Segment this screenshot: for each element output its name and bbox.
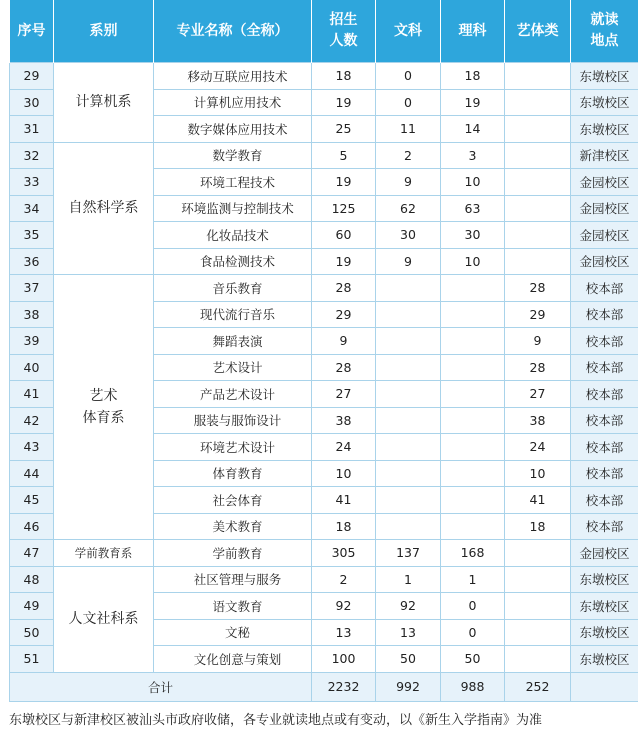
row-no: 45 bbox=[10, 487, 54, 514]
table-header-row bbox=[10, 0, 638, 63]
sports-count: 10 bbox=[505, 460, 571, 487]
science-count: 10 bbox=[441, 169, 505, 196]
row-no: 39 bbox=[10, 328, 54, 355]
plan-count: 60 bbox=[312, 222, 376, 249]
science-count: 1 bbox=[441, 566, 505, 593]
science-count: 10 bbox=[441, 248, 505, 275]
header-dept: 系别 bbox=[54, 0, 154, 63]
table-body bbox=[10, 63, 638, 673]
row-no: 50 bbox=[10, 619, 54, 646]
row-no: 47 bbox=[10, 540, 54, 567]
major-name: 服装与服饰设计 bbox=[154, 407, 312, 434]
sports-count: 28 bbox=[505, 275, 571, 302]
sports-count bbox=[505, 593, 571, 620]
campus: 校本部 bbox=[571, 513, 638, 540]
sports-count bbox=[505, 222, 571, 249]
plan-count: 24 bbox=[312, 434, 376, 461]
sports-count bbox=[505, 195, 571, 222]
row-no: 30 bbox=[10, 89, 54, 116]
arts-count: 9 bbox=[376, 169, 441, 196]
campus: 金园校区 bbox=[571, 195, 638, 222]
row-no: 46 bbox=[10, 513, 54, 540]
dept-cell bbox=[54, 275, 154, 540]
science-count: 63 bbox=[441, 195, 505, 222]
plan-count: 41 bbox=[312, 487, 376, 514]
row-no: 43 bbox=[10, 434, 54, 461]
sports-count: 28 bbox=[505, 354, 571, 381]
arts-count bbox=[376, 381, 441, 408]
sports-count: 41 bbox=[505, 487, 571, 514]
major-name: 环境监测与控制技术 bbox=[154, 195, 312, 222]
arts-count: 9 bbox=[376, 248, 441, 275]
header-campus-label: 就读地点 bbox=[590, 12, 619, 49]
row-no: 37 bbox=[10, 275, 54, 302]
science-count bbox=[441, 434, 505, 461]
major-name: 数字媒体应用技术 bbox=[154, 116, 312, 143]
table-row bbox=[10, 142, 638, 169]
table-row bbox=[10, 275, 638, 302]
table-row bbox=[10, 566, 638, 593]
row-no: 51 bbox=[10, 646, 54, 673]
arts-count bbox=[376, 328, 441, 355]
footnote: 东墩校区与新津校区被汕头市政府收储，各专业就读地点或有变动，以《新生入学指南》为准 bbox=[9, 713, 543, 728]
dept-cell bbox=[54, 142, 154, 275]
science-count bbox=[441, 381, 505, 408]
row-no: 32 bbox=[10, 142, 54, 169]
campus: 校本部 bbox=[571, 381, 638, 408]
arts-count: 2 bbox=[376, 142, 441, 169]
header-campus bbox=[571, 0, 638, 63]
plan-count: 18 bbox=[312, 513, 376, 540]
arts-count bbox=[376, 275, 441, 302]
campus: 东墩校区 bbox=[571, 63, 638, 90]
dept-name: 体育系 bbox=[82, 410, 125, 426]
header-arts: 文科 bbox=[376, 0, 441, 63]
plan-count: 9 bbox=[312, 328, 376, 355]
sports-count: 18 bbox=[505, 513, 571, 540]
major-name: 音乐教育 bbox=[154, 275, 312, 302]
major-name: 环境工程技术 bbox=[154, 169, 312, 196]
plan-count: 125 bbox=[312, 195, 376, 222]
sports-count bbox=[505, 540, 571, 567]
header-major: 专业名称（全称） bbox=[154, 0, 312, 63]
sports-count bbox=[505, 142, 571, 169]
row-no: 41 bbox=[10, 381, 54, 408]
header-plan-label: 招生人数 bbox=[329, 12, 358, 49]
plan-count: 100 bbox=[312, 646, 376, 673]
plan-count: 19 bbox=[312, 248, 376, 275]
total-row bbox=[10, 672, 638, 701]
row-no: 34 bbox=[10, 195, 54, 222]
major-name: 学前教育 bbox=[154, 540, 312, 567]
plan-count: 28 bbox=[312, 354, 376, 381]
arts-count: 50 bbox=[376, 646, 441, 673]
dept-cell bbox=[54, 540, 154, 567]
sports-count bbox=[505, 646, 571, 673]
sports-count bbox=[505, 248, 571, 275]
arts-count bbox=[376, 460, 441, 487]
header-sports: 艺体类 bbox=[505, 0, 571, 63]
science-count: 0 bbox=[441, 593, 505, 620]
row-no: 49 bbox=[10, 593, 54, 620]
science-count: 18 bbox=[441, 63, 505, 90]
campus: 校本部 bbox=[571, 407, 638, 434]
row-no: 31 bbox=[10, 116, 54, 143]
campus: 东墩校区 bbox=[571, 89, 638, 116]
total-arts: 992 bbox=[376, 672, 441, 701]
header-plan bbox=[312, 0, 376, 63]
row-no: 38 bbox=[10, 301, 54, 328]
sports-count: 27 bbox=[505, 381, 571, 408]
science-count bbox=[441, 275, 505, 302]
major-name: 体育教育 bbox=[154, 460, 312, 487]
table-row bbox=[10, 63, 638, 90]
campus: 东墩校区 bbox=[571, 619, 638, 646]
plan-count: 19 bbox=[312, 89, 376, 116]
total-campus bbox=[571, 672, 638, 701]
major-name: 化妆品技术 bbox=[154, 222, 312, 249]
major-name: 产品艺术设计 bbox=[154, 381, 312, 408]
arts-count: 30 bbox=[376, 222, 441, 249]
campus: 东墩校区 bbox=[571, 593, 638, 620]
plan-count: 2 bbox=[312, 566, 376, 593]
arts-count bbox=[376, 487, 441, 514]
science-count bbox=[441, 460, 505, 487]
total-label: 合计 bbox=[10, 672, 312, 701]
sports-count bbox=[505, 619, 571, 646]
dept-name: 计算机系 bbox=[75, 94, 132, 111]
arts-count bbox=[376, 513, 441, 540]
campus: 东墩校区 bbox=[571, 646, 638, 673]
sports-count bbox=[505, 116, 571, 143]
row-no: 44 bbox=[10, 460, 54, 487]
plan-count: 10 bbox=[312, 460, 376, 487]
arts-count: 1 bbox=[376, 566, 441, 593]
arts-count: 62 bbox=[376, 195, 441, 222]
plan-count: 29 bbox=[312, 301, 376, 328]
enrollment-table bbox=[9, 0, 638, 702]
science-count bbox=[441, 513, 505, 540]
dept-name: 学前教育系 bbox=[74, 545, 133, 560]
arts-count bbox=[376, 354, 441, 381]
major-name: 数学教育 bbox=[154, 142, 312, 169]
major-name: 社会体育 bbox=[154, 487, 312, 514]
dept-name: 自然科学系 bbox=[68, 200, 139, 217]
science-count bbox=[441, 354, 505, 381]
major-name: 文化创意与策划 bbox=[154, 646, 312, 673]
plan-count: 27 bbox=[312, 381, 376, 408]
row-no: 48 bbox=[10, 566, 54, 593]
science-count: 168 bbox=[441, 540, 505, 567]
campus: 校本部 bbox=[571, 354, 638, 381]
science-count: 19 bbox=[441, 89, 505, 116]
plan-count: 92 bbox=[312, 593, 376, 620]
major-name: 社区管理与服务 bbox=[154, 566, 312, 593]
sports-count: 9 bbox=[505, 328, 571, 355]
sports-count: 24 bbox=[505, 434, 571, 461]
campus: 金园校区 bbox=[571, 248, 638, 275]
campus: 校本部 bbox=[571, 487, 638, 514]
total-plan: 2232 bbox=[312, 672, 376, 701]
arts-count: 92 bbox=[376, 593, 441, 620]
science-count: 14 bbox=[441, 116, 505, 143]
row-no: 33 bbox=[10, 169, 54, 196]
arts-count: 0 bbox=[376, 89, 441, 116]
row-no: 42 bbox=[10, 407, 54, 434]
plan-count: 5 bbox=[312, 142, 376, 169]
campus: 校本部 bbox=[571, 434, 638, 461]
campus: 金园校区 bbox=[571, 540, 638, 567]
science-count: 50 bbox=[441, 646, 505, 673]
header-no: 序号 bbox=[10, 0, 54, 63]
major-name: 文秘 bbox=[154, 619, 312, 646]
science-count bbox=[441, 487, 505, 514]
plan-count: 28 bbox=[312, 275, 376, 302]
major-name: 移动互联应用技术 bbox=[154, 63, 312, 90]
table-row bbox=[10, 540, 638, 567]
arts-count: 13 bbox=[376, 619, 441, 646]
row-no: 40 bbox=[10, 354, 54, 381]
major-name: 语文教育 bbox=[154, 593, 312, 620]
row-no: 36 bbox=[10, 248, 54, 275]
campus: 东墩校区 bbox=[571, 566, 638, 593]
science-count bbox=[441, 407, 505, 434]
plan-count: 305 bbox=[312, 540, 376, 567]
sports-count bbox=[505, 169, 571, 196]
arts-count bbox=[376, 407, 441, 434]
campus: 东墩校区 bbox=[571, 116, 638, 143]
campus: 金园校区 bbox=[571, 222, 638, 249]
plan-count: 25 bbox=[312, 116, 376, 143]
plan-count: 38 bbox=[312, 407, 376, 434]
sports-count: 29 bbox=[505, 301, 571, 328]
major-name: 计算机应用技术 bbox=[154, 89, 312, 116]
row-no: 35 bbox=[10, 222, 54, 249]
total-sports: 252 bbox=[505, 672, 571, 701]
arts-count: 11 bbox=[376, 116, 441, 143]
campus: 新津校区 bbox=[571, 142, 638, 169]
major-name: 食品检测技术 bbox=[154, 248, 312, 275]
campus: 金园校区 bbox=[571, 169, 638, 196]
arts-count bbox=[376, 434, 441, 461]
sports-count bbox=[505, 89, 571, 116]
major-name: 美术教育 bbox=[154, 513, 312, 540]
major-name: 环境艺术设计 bbox=[154, 434, 312, 461]
dept-name: 人文社科系 bbox=[68, 611, 139, 627]
campus: 校本部 bbox=[571, 328, 638, 355]
dept-cell bbox=[54, 566, 154, 672]
sports-count: 38 bbox=[505, 407, 571, 434]
dept-name: 艺术 bbox=[89, 388, 118, 404]
dept-cell bbox=[54, 63, 154, 143]
arts-count: 0 bbox=[376, 63, 441, 90]
science-count bbox=[441, 301, 505, 328]
science-count: 3 bbox=[441, 142, 505, 169]
plan-count: 19 bbox=[312, 169, 376, 196]
row-no: 29 bbox=[10, 63, 54, 90]
science-count: 0 bbox=[441, 619, 505, 646]
header-science: 理科 bbox=[441, 0, 505, 63]
arts-count: 137 bbox=[376, 540, 441, 567]
campus: 校本部 bbox=[571, 275, 638, 302]
campus: 校本部 bbox=[571, 460, 638, 487]
science-count bbox=[441, 328, 505, 355]
major-name: 艺术设计 bbox=[154, 354, 312, 381]
plan-count: 13 bbox=[312, 619, 376, 646]
arts-count bbox=[376, 301, 441, 328]
campus: 校本部 bbox=[571, 301, 638, 328]
science-count: 30 bbox=[441, 222, 505, 249]
total-science: 988 bbox=[441, 672, 505, 701]
major-name: 舞蹈表演 bbox=[154, 328, 312, 355]
sports-count bbox=[505, 566, 571, 593]
major-name: 现代流行音乐 bbox=[154, 301, 312, 328]
plan-count: 18 bbox=[312, 63, 376, 90]
sports-count bbox=[505, 63, 571, 90]
